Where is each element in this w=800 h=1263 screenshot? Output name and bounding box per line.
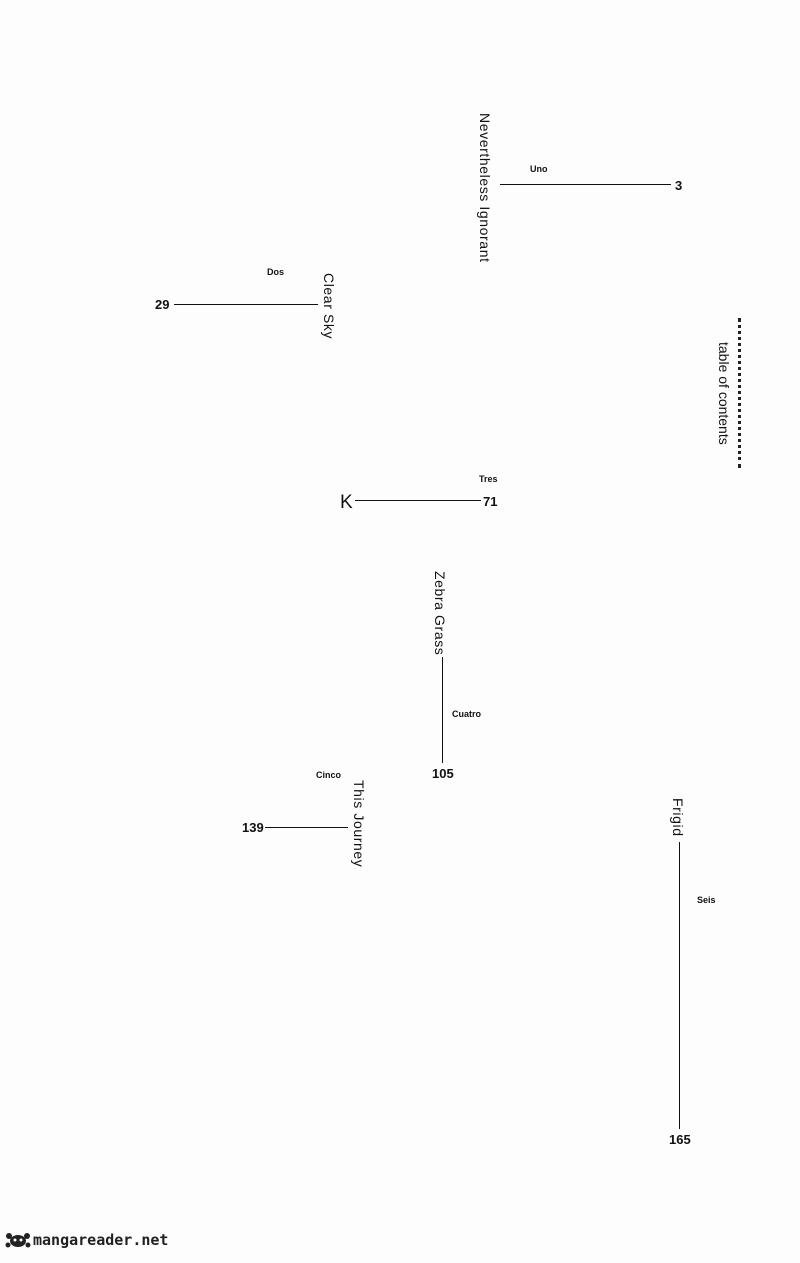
chapter-4-page: 105 bbox=[432, 766, 454, 781]
chapter-5-connector bbox=[265, 827, 348, 828]
chapter-3-page: 71 bbox=[483, 494, 498, 509]
chapter-4-title: Zebra Grass bbox=[432, 571, 448, 656]
chapter-3-number: Tres bbox=[479, 474, 498, 484]
heading-dotted-rule bbox=[738, 318, 741, 468]
chapter-4-connector bbox=[442, 657, 443, 763]
watermark bbox=[4, 1230, 168, 1250]
chapter-6-title: Frigid bbox=[670, 798, 686, 837]
chapter-3-title: K bbox=[340, 492, 353, 513]
chapter-2-number: Dos bbox=[267, 267, 285, 277]
watermark-text: mangareader.net bbox=[33, 1231, 169, 1249]
chapter-1-title: Nevertheless Ignorant bbox=[477, 113, 493, 263]
chapter-3-connector bbox=[355, 500, 481, 501]
chapter-1-number: Uno bbox=[530, 164, 548, 174]
chapter-2-title: Clear Sky bbox=[321, 273, 337, 340]
chapter-1-page: 3 bbox=[675, 178, 683, 193]
chapter-2-connector bbox=[174, 304, 318, 305]
chapter-5-page: 139 bbox=[242, 820, 264, 835]
toc-heading: table of contents bbox=[716, 342, 732, 445]
chapter-5-title: This Journey bbox=[351, 780, 367, 868]
chapter-6-connector bbox=[679, 842, 680, 1129]
chapter-2-page: 29 bbox=[155, 297, 170, 312]
site-logo-icon bbox=[4, 1230, 32, 1250]
chapter-6-number: Seis bbox=[697, 895, 716, 905]
chapter-5-number: Cinco bbox=[316, 770, 342, 780]
chapter-4-number: Cuatro bbox=[452, 709, 481, 719]
chapter-6-page: 165 bbox=[669, 1132, 691, 1147]
chapter-1-connector bbox=[500, 184, 671, 185]
